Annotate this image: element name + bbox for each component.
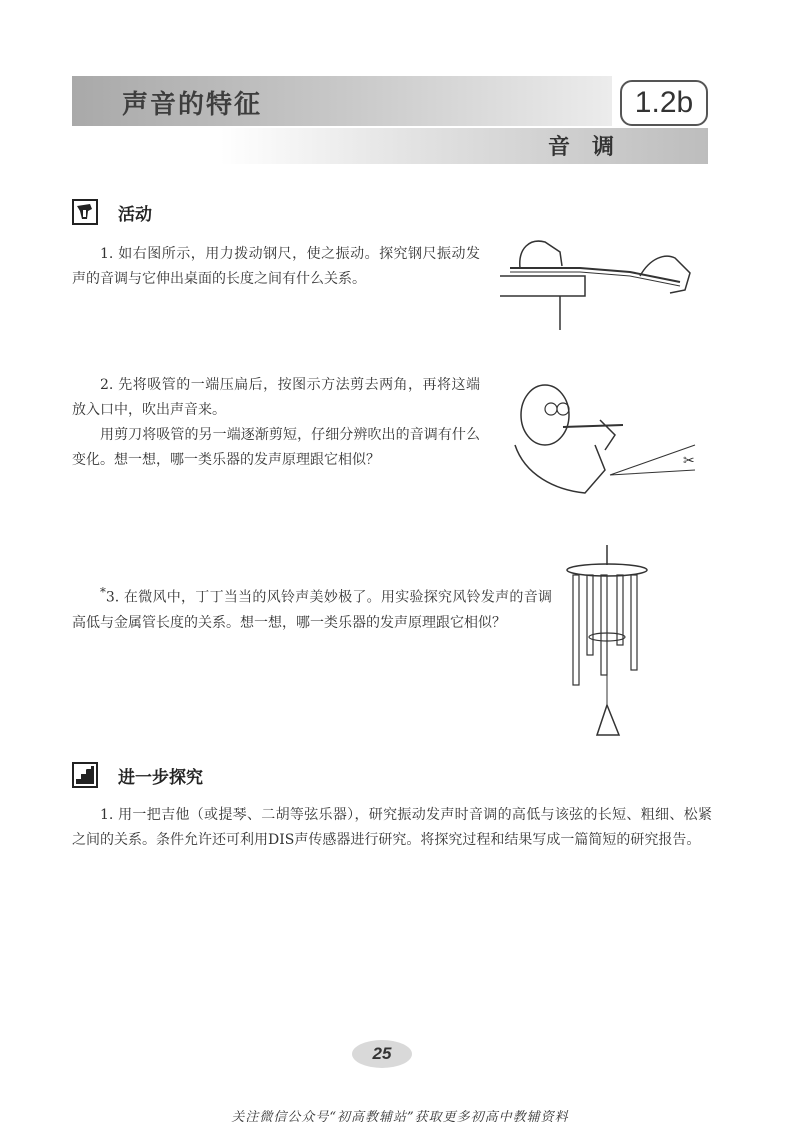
activity-item-2 (72, 373, 480, 473)
activity-item-3-text: 3. 在微风中，丁丁当当的风铃声美妙极了。用实验探究风铃发声的音调高低与金属管长度的关系。想一想，哪一类乐器的发声原理跟它相似？ (72, 589, 552, 631)
explore-heading: 进一步探究 (118, 768, 203, 788)
explore-item-1 (72, 803, 712, 853)
explore-item-1-text: 1. 用一把吉他（或提琴、二胡等弦乐器），研究振动发声时音调的高低与该弦的长短、粗细、松紧之间的关系。条件允许还可利用DIS声传感器进行研究。将探究过程和结果写成一篇简短的研究报告。 (72, 807, 712, 848)
activity-item-2-text-2: 用剪刀将吸管的另一端逐渐剪短，仔细分辨吹出的音调有什么变化。想一想，哪一类乐器的发声原理跟它相似？ (72, 427, 480, 468)
optional-star: * (100, 585, 106, 599)
page-title: 声音的特征 (122, 90, 263, 120)
svg-text:✂: ✂ (683, 453, 695, 469)
steel-ruler-illustration (490, 228, 710, 338)
activity-hand-icon (72, 199, 98, 225)
wind-chime-illustration (565, 545, 655, 745)
activity-item-2-text-1: 2. 先将吸管的一端压扁后，按图示方法剪去两角，再将这端放入口中，吹出声音来。 (72, 377, 480, 418)
footer-note: 关注微信公众号“初高教辅站”获取更多初高中教辅资料 (231, 1110, 569, 1125)
section-number: 1.2b (620, 80, 708, 126)
activity-item-3 (72, 580, 552, 636)
straw-whistle-illustration (505, 375, 710, 500)
activity-item-1 (72, 242, 480, 292)
activity-heading: 活动 (118, 205, 152, 225)
explore-stairs-icon (72, 762, 98, 788)
subtitle: 音调 (548, 134, 637, 160)
page-number: 25 (352, 1040, 412, 1068)
activity-item-1-text: 1. 如右图所示，用力拨动钢尺，使之振动。探究钢尺振动发声的音调与它伸出桌面的长度之间有什么关系。 (72, 246, 480, 287)
